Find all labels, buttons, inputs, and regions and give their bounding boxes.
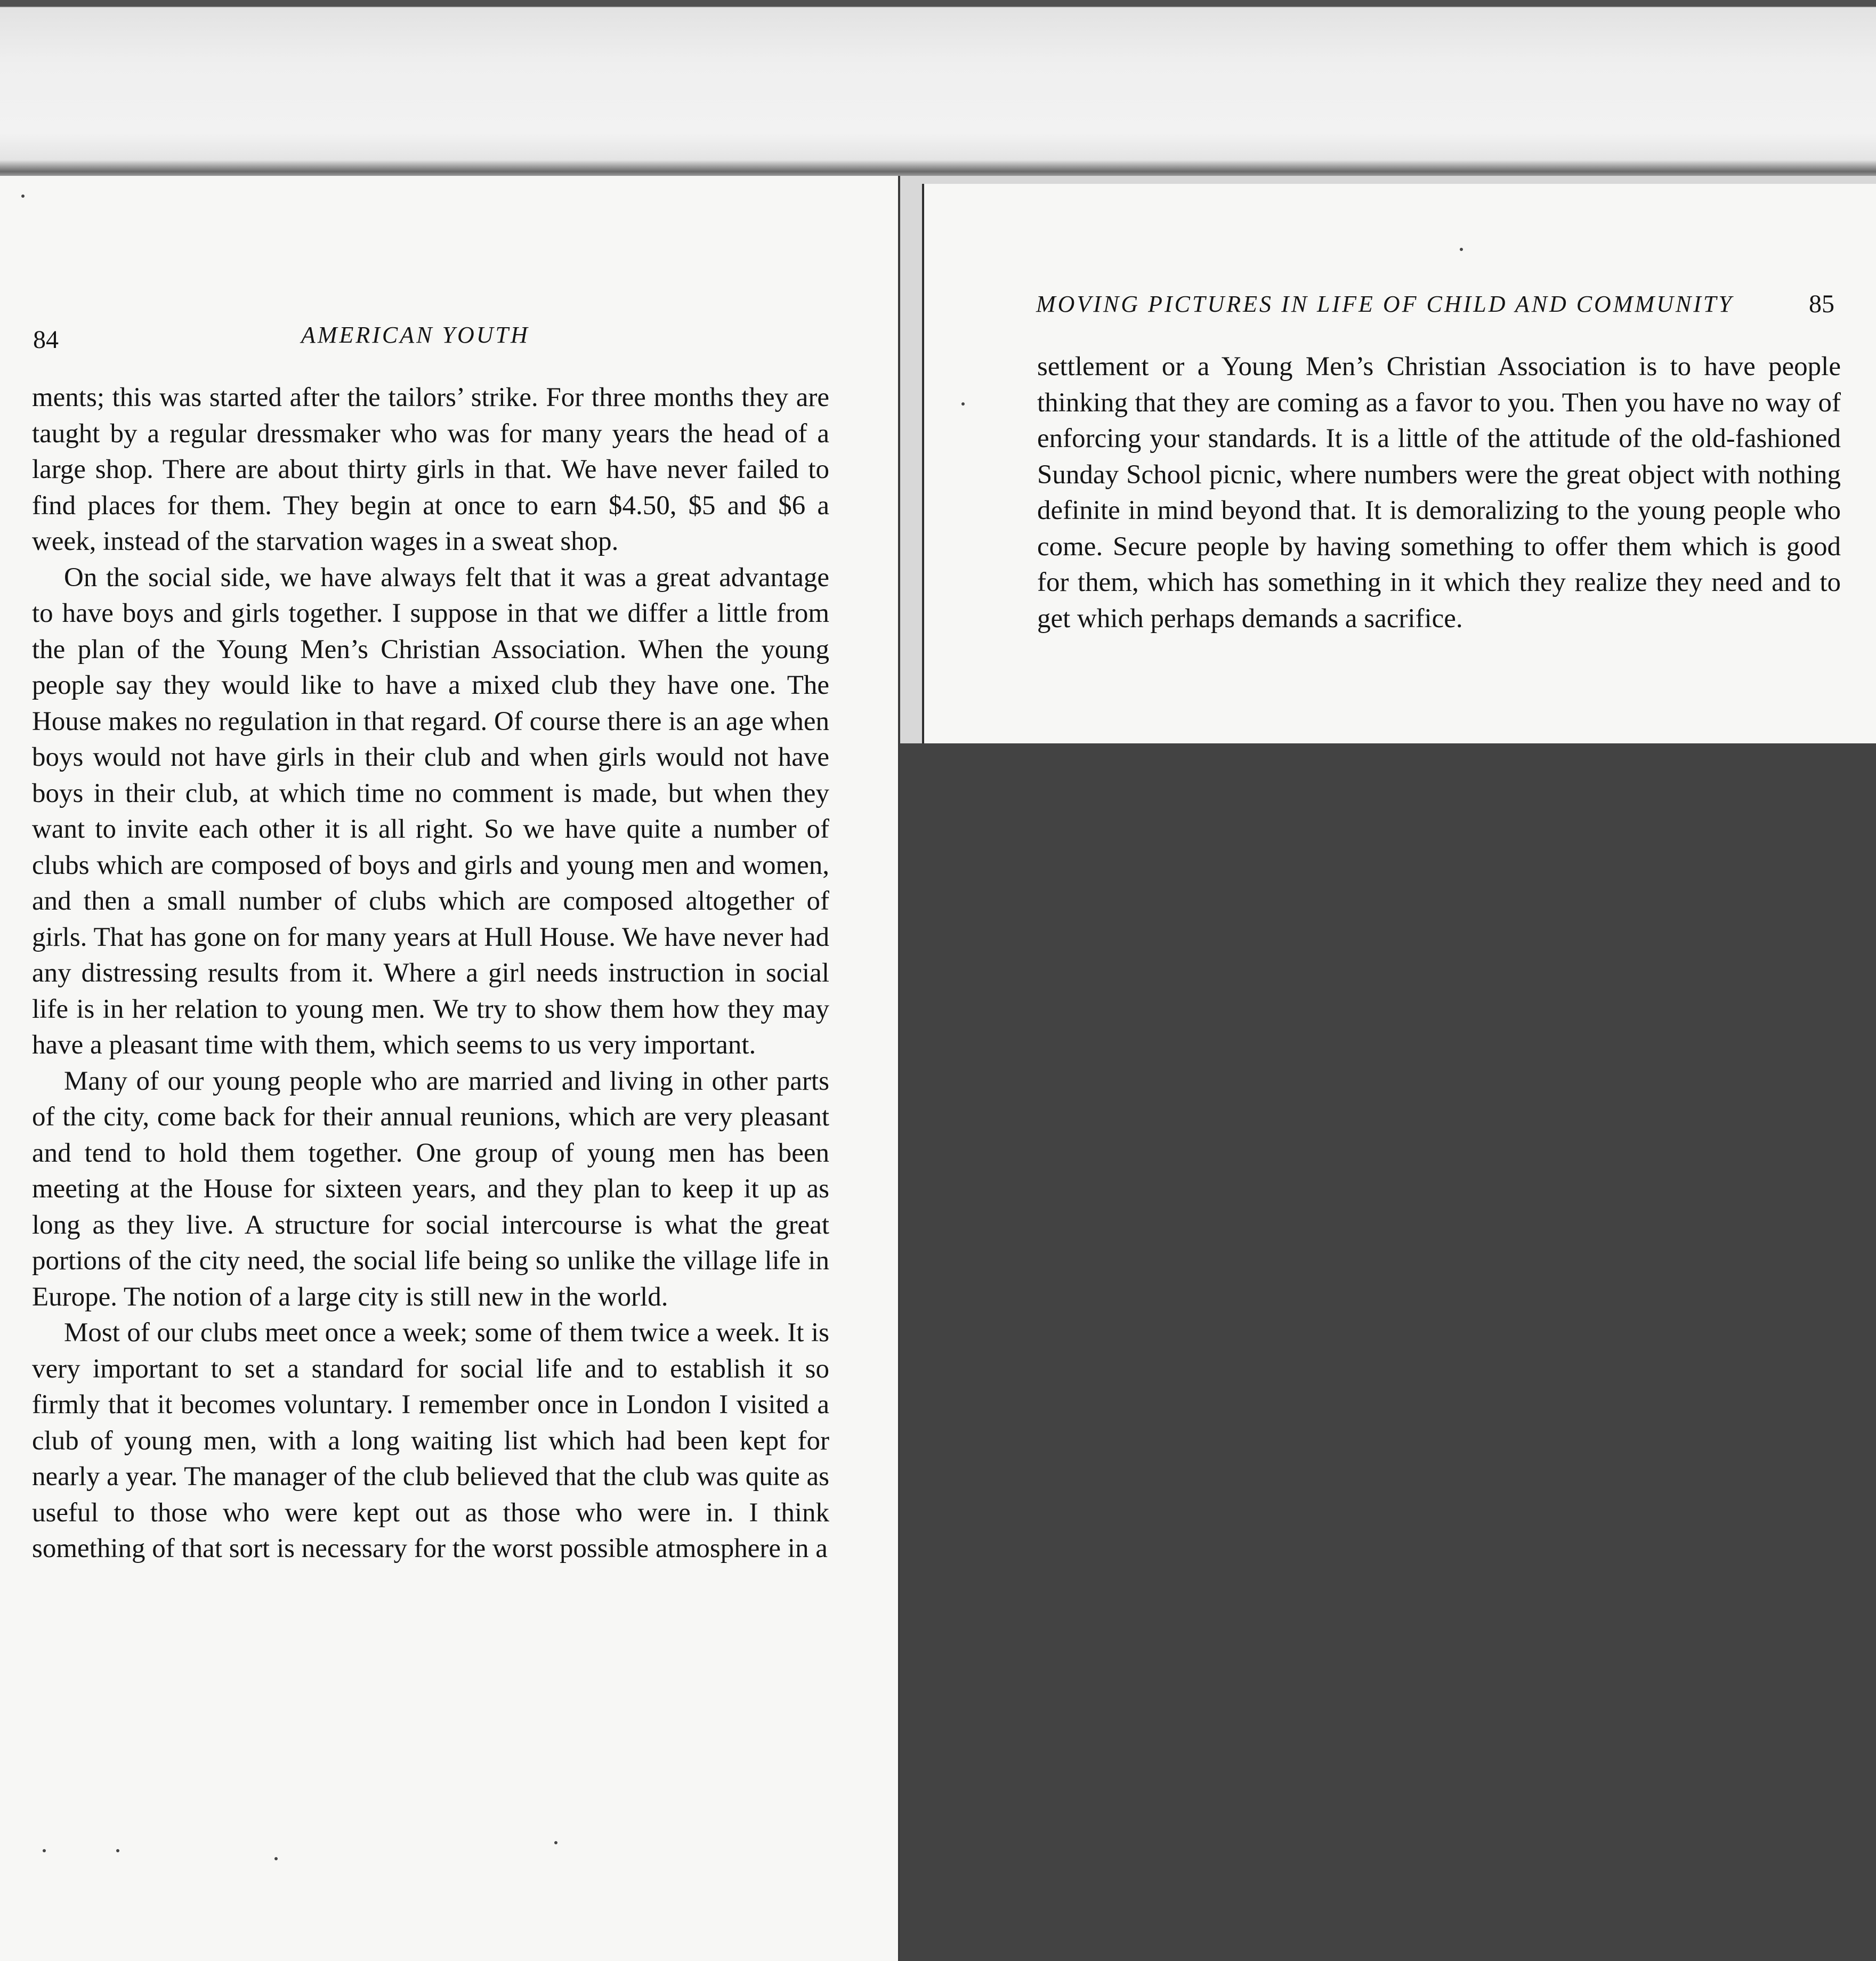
speck bbox=[116, 1849, 119, 1852]
right-running-head: MOVING PICTURES IN LIFE OF CHILD AND COMMUNITY bbox=[1036, 291, 1734, 317]
scanner-top-edge bbox=[0, 0, 1876, 176]
right-paragraph-1: settlement or a Young Men’s Christian Association is to have people thinking that they are coming as a favor to you. Then you have no way of enforcing your standards. It is a little of the attitude of the old-fashioned Sunday School picnic, where numbers were the great object with nothing definite in mind beyond that. It is demoralizing to the young people who come. Secure people by having something to offer them which is good for them, which has something in it which they realize they need and to get which perhaps demands a sacrifice. bbox=[1037, 352, 1841, 634]
speck bbox=[1460, 248, 1463, 251]
speck bbox=[961, 402, 965, 406]
speck bbox=[21, 195, 25, 198]
left-paragraph-2: On the social side, we have always felt that it was a great advantage to have boys and girls together. I suppose in that we differ a little from the plan of the Young Men’s Christian Association. When the young people say they would like to have a mixed club they have one. The House makes no regulation in that regard. Of course there is an age when boys would not have girls in their club and when girls would not have boys in their club, at which time no comment is made, but when they want to invite each other it is all right. So we have quite a number of clubs which are composed of boys and girls and young men and women, and then a small number of clubs which are composed altogether of girls. That has gone on for many years at Hull House. We have never had any distressing results from it. Where a girl needs instruction in social life is in her relation to young men. We try to show them how they may have a pleasant time with them, which seems to us very important. bbox=[32, 562, 829, 1060]
left-paragraph-4: Most of our clubs meet once a week; some of them twice a week. It is very important to set a standard for social life and to establish it so firmly that it becomes voluntary. I remember once in London I visited a club of young men, with a long waiting list which had been kept for nearly a year. The manager of the club believed that the club was quite as useful to those who were kept out as those who were in. I think something of that sort is necessary for the worst possible atmosphere in a bbox=[32, 1318, 829, 1563]
right-page bbox=[922, 184, 1876, 746]
scanner-background bbox=[900, 743, 1876, 1961]
speck bbox=[274, 1857, 278, 1860]
left-running-head: AMERICAN YOUTH bbox=[301, 322, 530, 348]
speck bbox=[43, 1849, 46, 1852]
left-page-number: 84 bbox=[33, 326, 59, 354]
left-paragraph-3: Many of our young people who are married and living in other parts of the city, come back for their annual reunions, which are very pleasant and tend to hold them together. One group of young men has been meeting at the House for sixteen years, and they plan to keep it up as long as they live. A structure for social intercourse is what the great portions of the city need, the social life being so unlike the village life in Europe. The notion of a large city is still new in the world. bbox=[32, 1066, 829, 1312]
right-page-body bbox=[1037, 349, 1841, 637]
left-page bbox=[0, 176, 900, 1961]
right-page-number: 85 bbox=[1809, 290, 1834, 318]
speck bbox=[554, 1841, 557, 1844]
left-page-body bbox=[32, 380, 829, 1567]
left-paragraph-1: ments; this was started after the tailors’ strike. For three months they are taught by a regular dressmaker who was for many years the head of a large shop. There are about thirty girls in that. We have never failed to find places for them. They begin at once to earn $4.50, $5 and $6 a week, instead of the starvation wages in a sweat shop. bbox=[32, 383, 829, 556]
